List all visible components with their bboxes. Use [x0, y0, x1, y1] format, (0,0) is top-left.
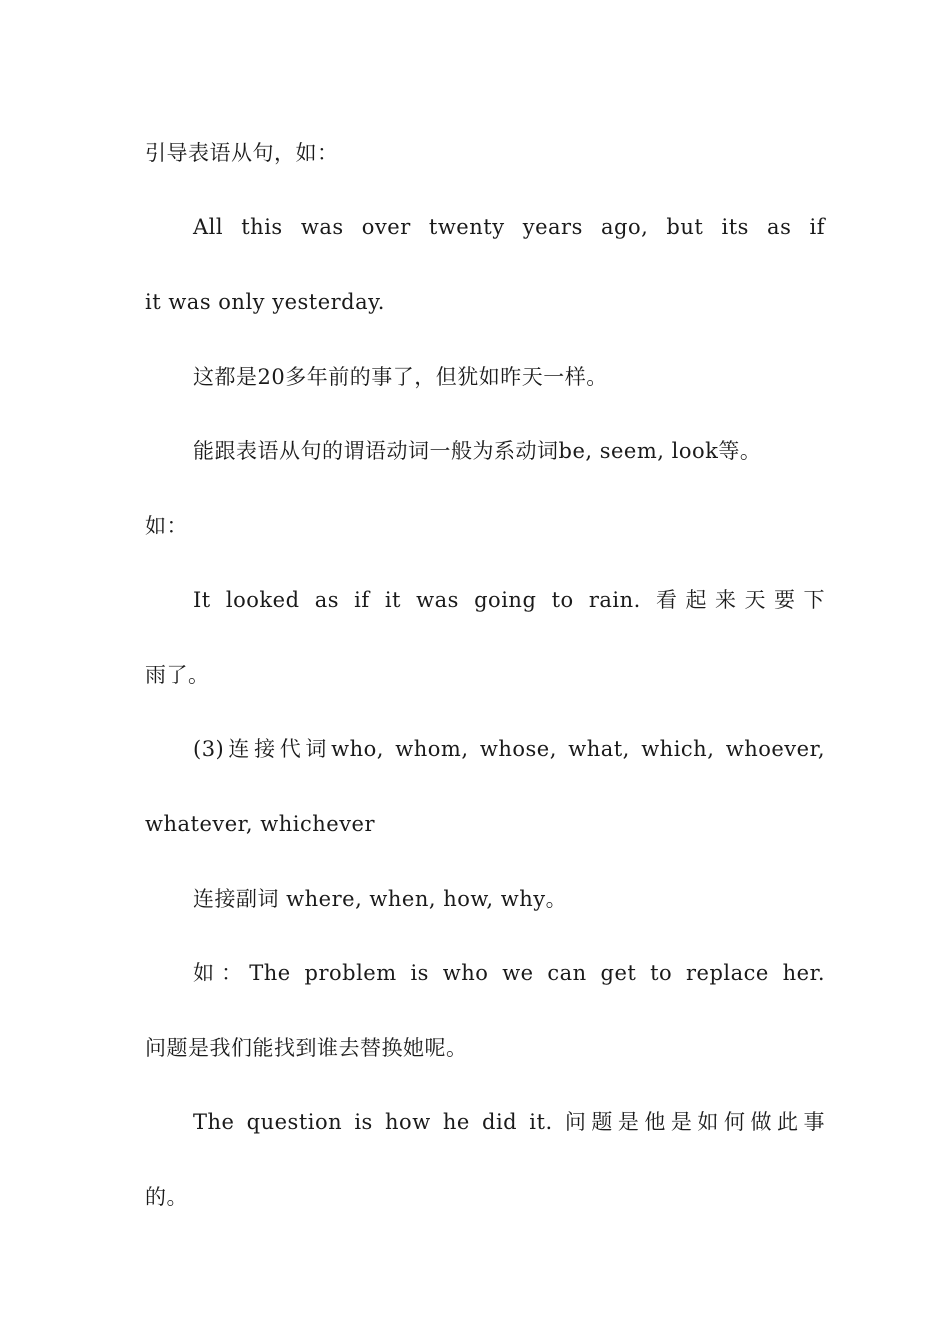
paragraph-line: 能跟表语从句的谓语动词一般为系动词be, seem, look等。: [193, 439, 762, 463]
paragraph-line: it was only yesterday.: [145, 290, 385, 314]
paragraph-line: 这都是20多年前的事了，但犹如昨天一样。: [193, 365, 608, 389]
paragraph-line: It looked as if it was going to rain. 看起来天要下: [193, 588, 825, 612]
paragraph-line: 问题是我们能找到谁去替换她呢。: [145, 1036, 468, 1060]
paragraph-line: whatever, whichever: [145, 812, 376, 836]
paragraph-line: (3)连接代词who, whom, whose, what, which, whoever,: [193, 737, 825, 761]
paragraph-line: 如：The problem is who we can get to replace her.: [193, 961, 825, 985]
paragraph-line: 的。: [145, 1185, 188, 1209]
paragraph-line: 引导表语从句，如：: [145, 141, 339, 165]
paragraph-line: 雨了。: [145, 663, 210, 687]
paragraph-line: 连接副词 where, when, how, why。: [193, 887, 568, 911]
paragraph-line: 如：: [145, 514, 188, 538]
paragraph-line: The question is how he did it. 问题是他是如何做此事: [193, 1110, 825, 1134]
paragraph-line: All this was over twenty years ago, but its as if: [193, 215, 825, 239]
